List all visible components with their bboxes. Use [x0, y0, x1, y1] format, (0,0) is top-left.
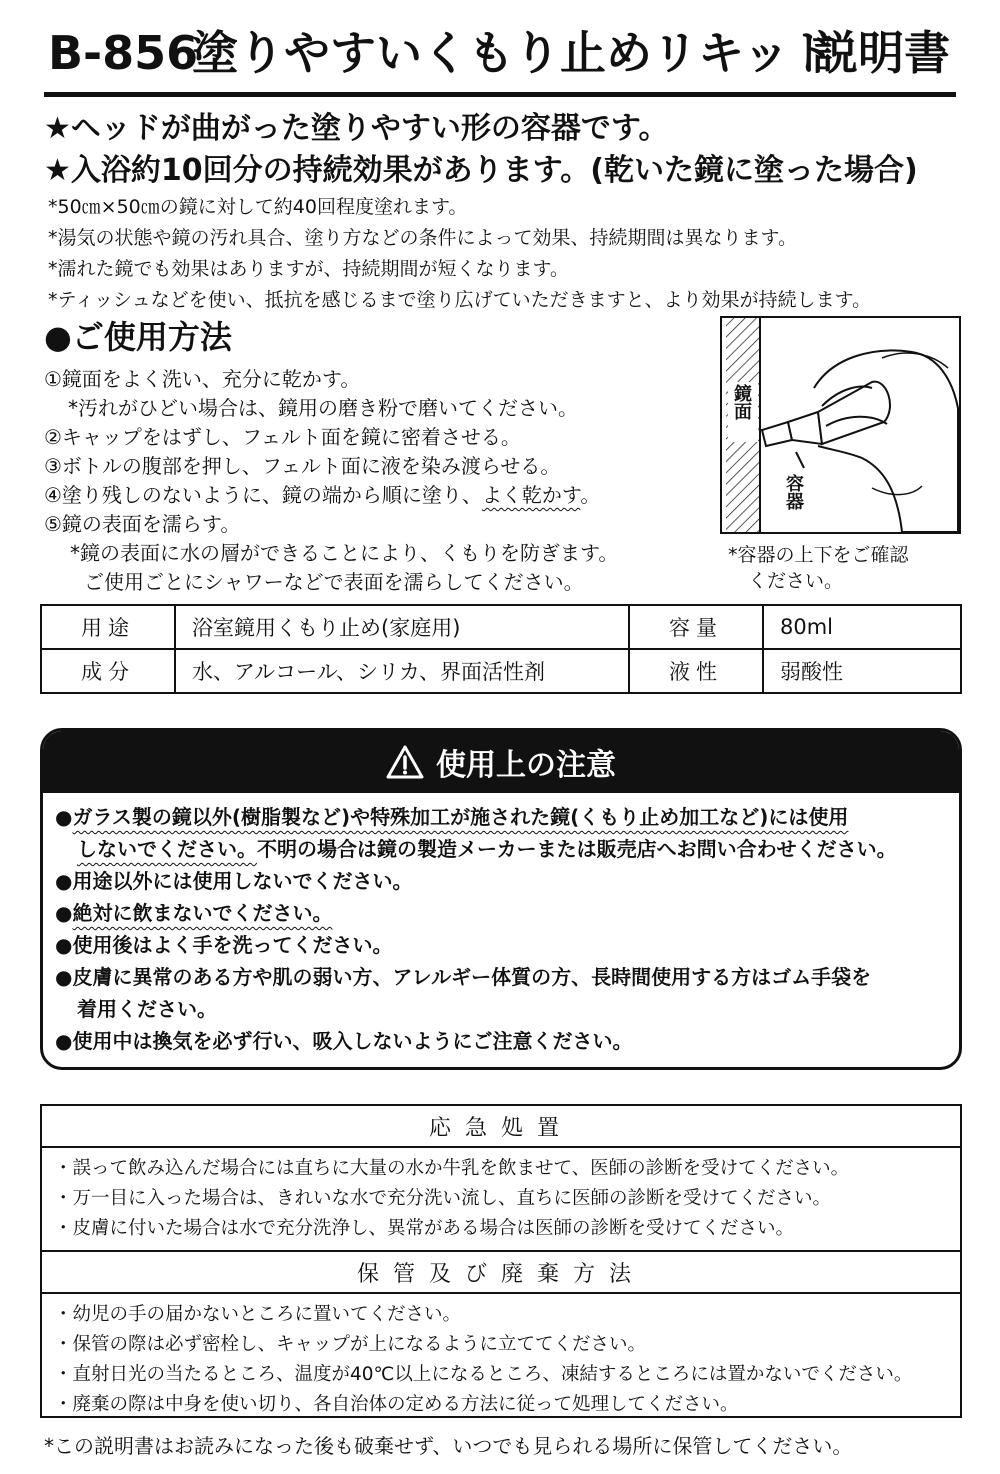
bottle-neck-icon [788, 412, 822, 444]
first-aid-list [42, 1148, 960, 1250]
list-item: ・万一目に入った場合は、きれいな水で充分洗い流し、直ちに医師の診断を受けてください。 [54, 1188, 832, 1209]
warning-icon [386, 745, 424, 779]
first-aid-storage-box [40, 1104, 962, 1418]
container-label: 容器 [783, 474, 804, 510]
step-4-end: 。 [580, 483, 601, 507]
step-1-note: *汚れがひどい場合は、鏡用の磨き粉で磨いてください。 [68, 396, 578, 420]
caution-item-1 [55, 801, 959, 833]
usage-steps [44, 365, 694, 597]
step-5-note-1: *鏡の表面に水の層ができることにより、くもりを防ぎます。 [70, 541, 619, 565]
bottle-body-icon [818, 382, 890, 444]
capacity-value: 80ml [763, 605, 961, 649]
ph-value: 弱酸性 [763, 649, 961, 693]
ingredients-label: 成分 [41, 649, 175, 693]
use-label: 用途 [41, 605, 175, 649]
usage-illustration [720, 316, 961, 534]
step-3: ③ボトルの腹部を押し、フェルト面に液を染み渡らせる。 [44, 454, 561, 478]
caution-bullet: ● [55, 901, 73, 925]
bottle-cap-icon [762, 422, 792, 446]
spec-table [40, 604, 962, 694]
mirror-label: 鏡面 [731, 384, 752, 420]
caution-item-3-text: 絶対に飲まないでください。 [72, 901, 333, 925]
list-item: ・誤って飲み込んだ場合には直ちに大量の水か牛乳を飲ませて、医師の診断を受けてください。 [54, 1158, 850, 1179]
first-aid-heading: 応急処置 [42, 1106, 960, 1148]
caution-list [43, 793, 959, 1057]
step-2: ②キャップをはずし、フェルト面を鏡に密着させる。 [44, 425, 521, 449]
document-type: 説明書 [812, 26, 950, 80]
features-section [44, 108, 974, 316]
step-4-emphasis: よく乾かす [481, 483, 581, 507]
container-pointer [796, 452, 804, 468]
list-item: ・保管の際は必ず密栓し、キャップが上になるように立ててください。 [54, 1334, 647, 1355]
illustration-note-2: ください。 [748, 570, 844, 592]
spec-row [41, 649, 961, 693]
caution-item-1-rest: 不明の場合は鏡の製造メーカーまたは販売店へお問い合わせください。 [257, 837, 897, 861]
list-item: ・直射日光の当たるところ、温度が40℃以上になるところ、凍結するところには置かないでください。 [54, 1364, 913, 1385]
storage-list [42, 1294, 960, 1426]
hand-applying-illustration [722, 318, 959, 532]
caution-item-5: ●皮膚に異常のある方や肌の弱い方、アレルギー体質の方、長時間使用する方はゴム手袋を [55, 965, 872, 989]
step-4-text: ④塗り残しのないように、鏡の端から順に塗り、 [44, 483, 482, 507]
list-item: ・廃棄の際は中身を使い切り、各自治体の定める方法に従って処理してください。 [54, 1394, 739, 1415]
step-1: ①鏡面をよく洗い、充分に乾かす。 [44, 367, 361, 391]
title-bar [44, 18, 956, 97]
feature-note-3: *濡れた鏡でも効果はありますが、持続期間が短くなります。 [48, 258, 569, 280]
illustration-note-1: *容器の上下をご確認 [728, 544, 909, 566]
illustration-note [728, 542, 909, 594]
caution-title: 使用上の注意 [436, 748, 616, 783]
caution-item-2: ●用途以外には使用しないでください。 [55, 869, 413, 893]
caution-box [40, 728, 962, 1070]
motion-line-2 [872, 486, 922, 495]
caution-item-1-cont [55, 833, 959, 865]
caution-bullet: ● [55, 805, 73, 829]
step-5: ⑤鏡の表面を濡らす。 [44, 512, 241, 536]
usage-heading: ●ご使用方法 [44, 318, 232, 356]
caution-item-1-text: ガラス製の鏡以外(樹脂製など)や特殊加工が施された鏡(くもり止め加工など)には使用 [72, 805, 849, 829]
caution-item-4: ●使用後はよく手を洗ってください。 [55, 933, 393, 957]
caution-item-5-cont: 着用ください。 [77, 997, 217, 1021]
ingredients-value: 水、アルコール、シリカ、界面活性剤 [175, 649, 629, 693]
ph-label: 液性 [629, 649, 763, 693]
step-4 [44, 481, 694, 510]
use-value: 浴室鏡用くもり止め(家庭用) [175, 605, 629, 649]
step-5-note-2: ご使用ごとにシャワーなどで表面を濡らしてください。 [84, 570, 584, 594]
feature-note-1: *50㎝×50㎝の鏡に対して約40回程度塗れます。 [48, 196, 468, 218]
storage-heading: 保管及び廃棄方法 [42, 1250, 960, 1294]
caution-header [43, 731, 959, 793]
feature-note-2: *湯気の状態や鏡の汚れ具合、塗り方などの条件によって効果、持続期間は異なります。 [48, 227, 797, 249]
feature-1: ★ヘッドが曲がった塗りやすい形の容器です。 [44, 111, 669, 146]
footer-note: *この説明書はお読みになった後も破棄せず、いつでも見られる場所に保管してください。 [44, 1434, 853, 1458]
product-code: B-856 [48, 26, 199, 80]
spec-row [41, 605, 961, 649]
capacity-label: 容量 [629, 605, 763, 649]
caution-item-3 [55, 897, 959, 929]
caution-item-6: ●使用中は換気を必ず行い、吸入しないようにご注意ください。 [55, 1029, 633, 1053]
feature-note-4: *ティッシュなどを使い、抵抗を感じるまで塗り広げていただきますと、より効果が持続します。 [48, 289, 872, 311]
hand-icon [814, 351, 958, 533]
list-item: ・皮膚に付いた場合は水で充分洗浄し、異常がある場合は医師の診断を受けてください。 [54, 1218, 795, 1239]
list-item: ・幼児の手の届かないところに置いてください。 [54, 1304, 462, 1325]
caution-item-1-emphasis: しないでください。 [77, 837, 257, 861]
feature-2: ★入浴約10回分の持続効果があります。(乾いた鏡に塗った場合) [44, 153, 918, 188]
product-name: 塗りやすいくもり止めリキッド [192, 26, 836, 80]
